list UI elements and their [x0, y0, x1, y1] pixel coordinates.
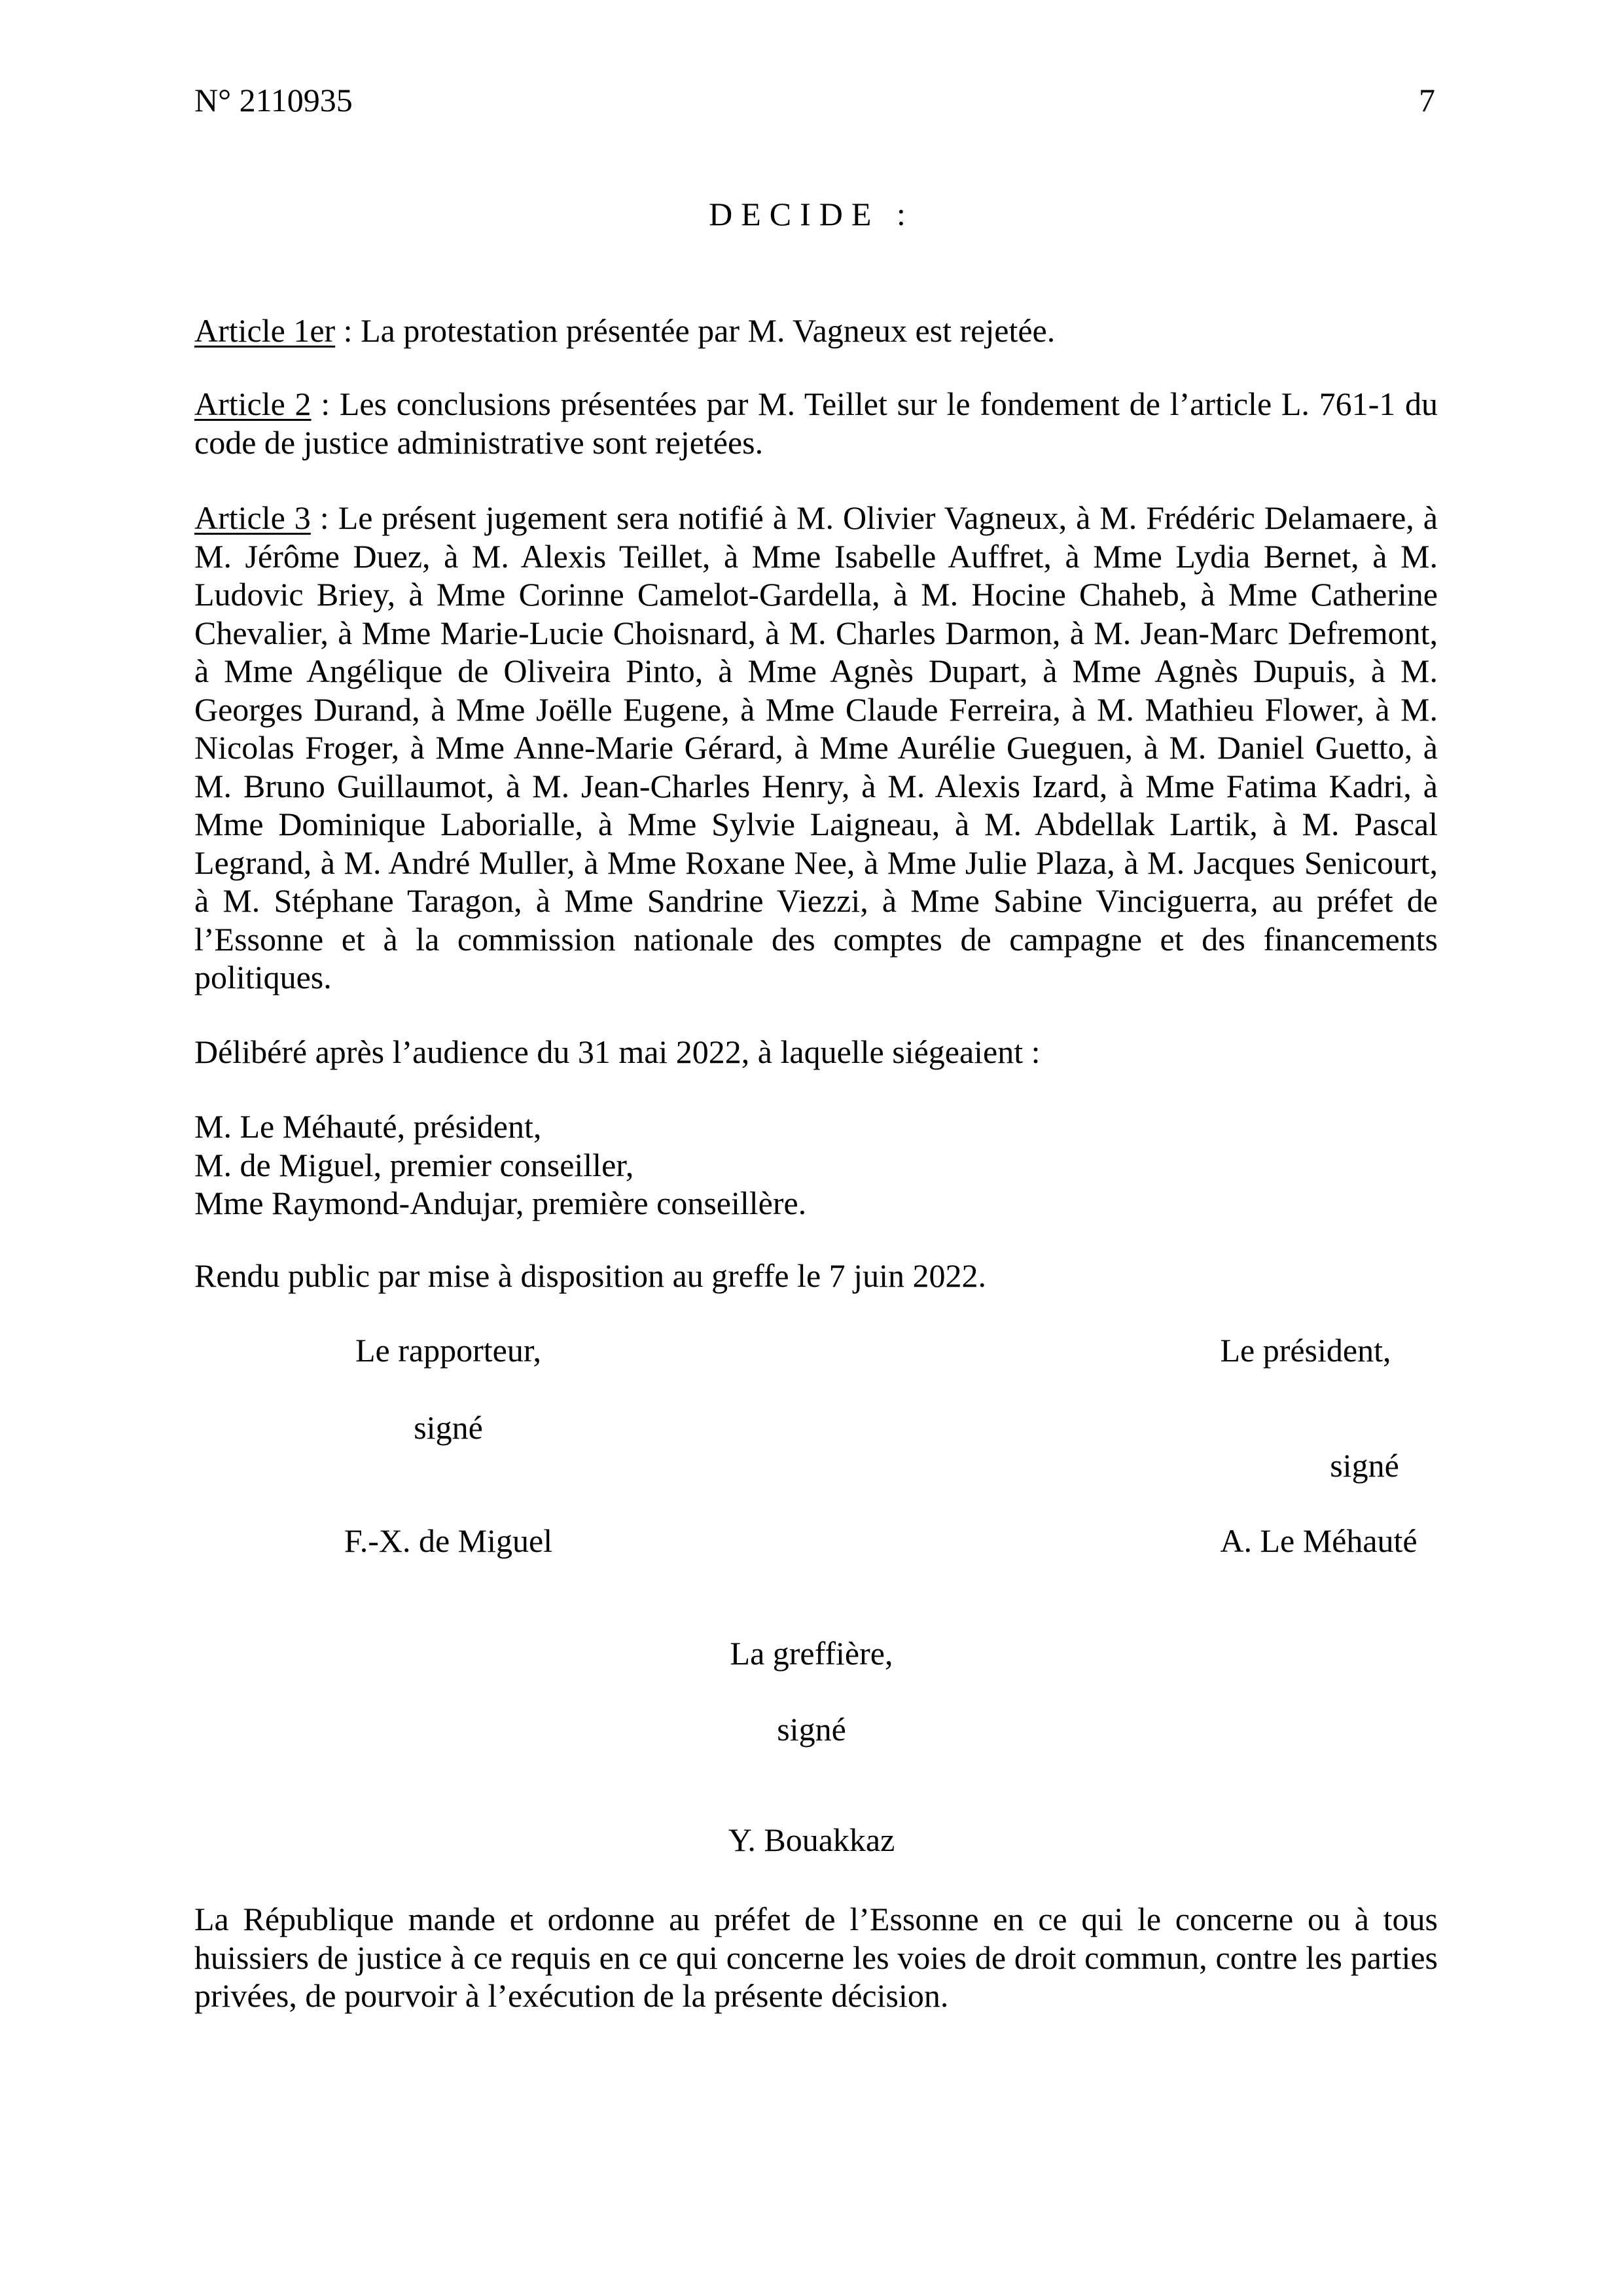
- article-3: [194, 499, 1438, 997]
- greffiere-name: Y. Bouakkaz: [728, 1821, 895, 1858]
- deliberation-intro: Délibéré après l’audience du 31 mai 2022, à laquelle siégeaient :: [194, 1033, 1041, 1070]
- public-notice: Rendu public par mise à disposition au greffe le 7 juin 2022.: [194, 1257, 986, 1294]
- president-name: A. Le Méhauté: [1220, 1522, 1418, 1559]
- article-3-separator: :: [310, 499, 338, 536]
- article-3-label: Article 3: [194, 499, 311, 536]
- article-2-label: Article 2: [194, 386, 312, 422]
- article-1-separator: :: [335, 312, 361, 349]
- president-role: Le président,: [1220, 1332, 1391, 1369]
- rapporteur-signed: signé: [414, 1409, 483, 1446]
- decision-title: DECIDE :: [709, 196, 914, 232]
- rapporteur-role: Le rapporteur,: [355, 1332, 541, 1369]
- case-number: N° 2110935: [194, 82, 353, 118]
- panel-members: [194, 1107, 1438, 1223]
- article-2: [194, 385, 1438, 461]
- president-signed: signé: [1330, 1447, 1399, 1484]
- article-1: [194, 312, 1438, 350]
- page-number: 7: [1419, 82, 1435, 118]
- article-2-separator: :: [311, 386, 340, 422]
- panel-member: M. Le Méhauté, président,: [194, 1108, 542, 1145]
- rapporteur-name: F.-X. de Miguel: [344, 1522, 553, 1559]
- greffiere-signed: signé: [777, 1711, 846, 1748]
- execution-formula: La République mande et ordonne au préfet de l’Essonne en ce qui le concerne ou à tous huissiers de justice à ce requis en ce qui concerne les voies de droit commun, contre les parties privées, de pourvoir à l’exécution de la présente décision.: [194, 1901, 1438, 2014]
- panel-member: Mme Raymond-Andujar, première conseillère.: [194, 1185, 807, 1221]
- article-3-text: Le présent jugement sera notifié à M. Olivier Vagneux, à M. Frédéric Delamaere, à M. Jérôme Duez, à M. Alexis Teillet, à Mme Isabelle Auffret, à Mme Lydia Bernet, à M. Ludovic Briey, à Mme Corinne Camelot-Gardella, à M. Hocine Chaheb, à Mme Catherine Chevalier, à Mme Marie-Lucie Choisnard, à M. Charles Darmon, à M. Jean-Marc Defremont, à Mme Angélique de Oliveira Pinto, à Mme Agnès Dupart, à Mme Agnès Dupuis, à M. Georges Durand, à Mme Joëlle Eugene, à Mme Claude Ferreira, à M. Mathieu Flower, à M. Nicolas Froger, à Mme Anne-Marie Gérard, à Mme Aurélie Gueguen, à M. Daniel Guetto, à M. Bruno Guillaumot, à M. Jean-Charles Henry, à M. Alexis Izard, à Mme Fatima Kadri, à Mme Dominique Laborialle, à Mme Sylvie Laigneau, à M. Abdellak Lartik, à M. Pascal Legrand, à M. André Muller, à Mme Roxane Nee, à Mme Julie Plaza, à M. Jacques Senicourt, à M. Stéphane Taragon, à Mme Sandrine Viezzi, à Mme Sabine Vinciguerra, au préfet de l’Essonne et à la commission nationale des comptes de campagne et des financements politiques.: [194, 499, 1438, 996]
- article-1-label: Article 1er: [194, 312, 336, 349]
- article-2-text: Les conclusions présentées par M. Teillet sur le fondement de l’article L. 761-1 du code de justice administrative sont rejetées.: [194, 386, 1438, 461]
- greffiere-role: La greffière,: [730, 1635, 893, 1672]
- panel-member: M. de Miguel, premier conseiller,: [194, 1146, 634, 1183]
- article-1-text: La protestation présentée par M. Vagneux est rejetée.: [361, 312, 1056, 349]
